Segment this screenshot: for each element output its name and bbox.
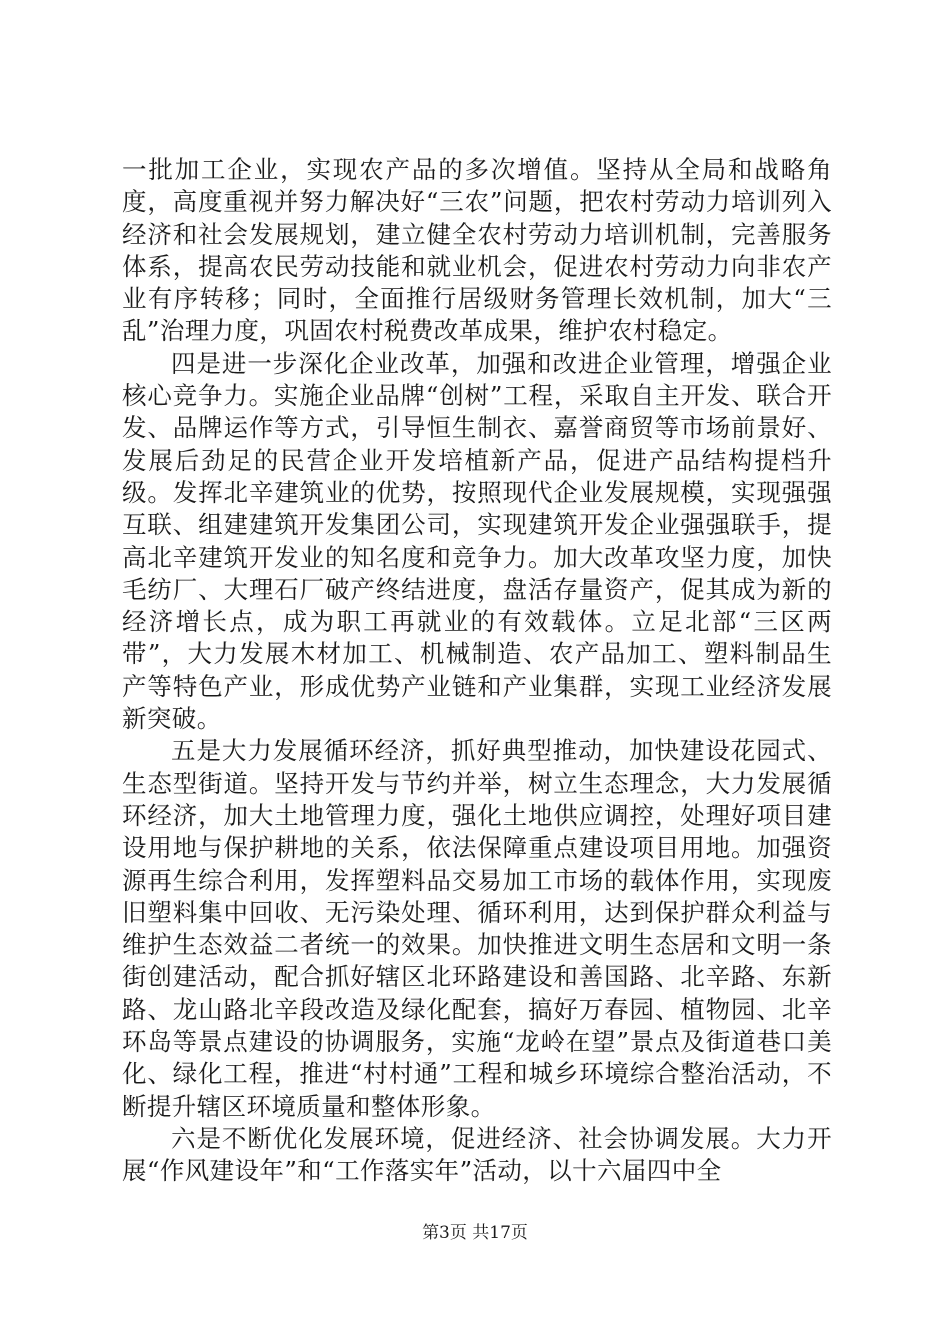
paragraph-1: 一批加工企业，实现农产品的多次增值。坚持从全局和战略角度，高度重视并努力解决好“三农”问题，把农村劳动力培训列入经济和社会发展规划，建立健全农村劳动力培训机制，完善服务体系，提高农民劳动技能和就业机会，促进农村劳动力向非农产业有序转移；同时，全面推行居级财务管理长效机制，加大“三乱”治理力度，巩固农村税费改革成果，维护农村稳定。 xyxy=(122,155,832,346)
paragraph-4: 六是不断优化发展环境，促进经济、社会协调发展。大力开展“作风建设年”和“工作落实年”活动，以十六届四中全 xyxy=(122,1123,832,1186)
paragraph-3: 五是大力发展循环经济，抓好典型推动，加快建设花园式、生态型街道。坚持开发与节约并举，树立生态理念，大力发展循环经济，加大土地管理力度，强化土地供应调控，处理好项目建设用地与保护耕地的关系，依法保障重点建设项目用地。加强资源再生综合利用，发挥塑料品交易加工市场的载体作用，实现废旧塑料集中回收、无污染处理、循环利用，达到保护群众利益与维护生态效益二者统一的效果。加快推进文明生态居和文明一条街创建活动，配合抓好辖区北环路建设和善国路、北辛路、东新路、龙山路北辛段改造及绿化配套，搞好万春园、植物园、北辛环岛等景点建设的协调服务，实施“龙岭在望”景点及街道巷口美化、绿化工程，推进“村村通”工程和城乡环境综合整治活动，不断提升辖区环境质量和整体形象。 xyxy=(122,736,832,1121)
document-body xyxy=(122,154,832,1188)
paragraph-2: 四是进一步深化企业改革，加强和改进企业管理，增强企业核心竞争力。实施企业品牌“创树”工程，采取自主开发、联合开发、品牌运作等方式，引导恒生制衣、嘉誉商贸等市场前景好、发展后劲足的民营企业开发培植新产品，促进产品结构提档升级。发挥北辛建筑业的优势，按照现代企业发展规模，实现强强互联、组建建筑开发集团公司，实现建筑开发企业强强联手，提高北辛建筑开发业的知名度和竞争力。加大改革攻坚力度，加快毛纺厂、大理石厂破产终结进度，盘活存量资产，促其成为新的经济增长点，成为职工再就业的有效载体。立足北部“三区两带”，大力发展木材加工、机械制造、农产品加工、塑料制品生产等特色产业，形成优势产业链和产业集群，实现工业经济发展新突破。 xyxy=(122,348,832,734)
page-number-footer: 第3页 共17页 xyxy=(422,1223,528,1243)
